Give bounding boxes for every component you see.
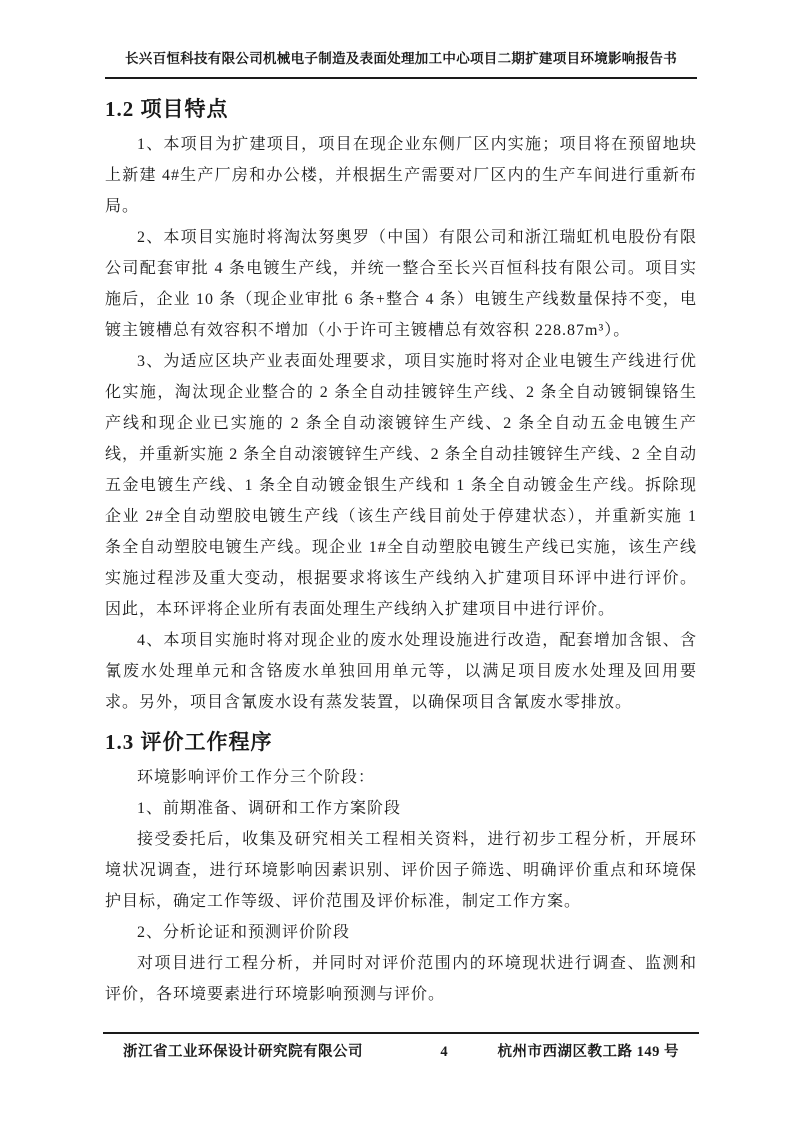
paragraph-stage-2-detail: 对项目进行工程分析，并同时对评价范围内的环境现状进行调查、监测和评价，各环境要素进行环境影响预测与评价。	[105, 955, 697, 1003]
paragraph-stages-intro: 环境影响评价工作分三个阶段：	[137, 769, 376, 786]
paragraph-project-feature-3: 3、为适应区块产业表面处理要求，项目实施时将对企业电镀生产线进行优化实施，淘汰现企业整合的 2 条全自动挂镀锌生产线、2 条全自动镀铜镍铬生产线和现企业已实施的 2 条全自动滚镀锌生产线、2 条全自动五金电镀生产线，并重新实施 2 条全自动滚镀锌生产线、2 条全自动挂镀锌生产线、2 全自动五金电镀生产线、1 条全自动镀金银生产线和 1 条全自动镀金生产线。拆除现企业 2#全自动塑胶电镀生产线（该生产线目前处于停建状态），并重新实施 1 条全自动塑胶电镀生产线。现企业 1#全自动塑胶电镀生产线已实施，该生产线实施过程涉及重大变动，根据要求将该生产线纳入扩建项目环评中进行评价。因此，本环评将企业所有表面处理生产线纳入扩建项目中进行评价。	[105, 353, 697, 618]
page-body	[105, 95, 697, 1010]
report-title: 长兴百恒科技有限公司机械电子制造及表面处理加工中心项目二期扩建项目环境影响报告书	[125, 51, 677, 66]
section-heading-1-2: 1.2 项目特点	[105, 97, 229, 121]
page-footer	[103, 1032, 699, 1061]
paragraph-stage-1-detail: 接受委托后，收集及研究相关工程相关资料，进行初步工程分析，开展环境状况调查，进行环境影响因素识别、评价因子筛选、明确评价重点和环境保护目标，确定工作等级、评价范围及评价标准，制定工作方案。	[105, 831, 697, 910]
paragraph-project-feature-1: 1、本项目为扩建项目，项目在现企业东侧厂区内实施；项目将在预留地块上新建 4#生产厂房和办公楼，并根据生产需要对厂区内的生产车间进行重新布局。	[105, 136, 697, 215]
section-heading-1-3: 1.3 评价工作程序	[105, 730, 273, 754]
footer-company: 浙江省工业环保设计研究院有限公司	[123, 1044, 363, 1060]
paragraph-project-feature-2: 2、本项目实施时将淘汰努奥罗（中国）有限公司和浙江瑞虹机电股份有限公司配套审批 4 条电镀生产线，并统一整合至长兴百恒科技有限公司。项目实施后，企业 10 条（现企业审批 6 条+整合 4 条）电镀生产线数量保持不变，电镀主镀槽总有效容积不增加（小于许可主镀槽总有效容积 228.87m³）。	[105, 229, 697, 339]
page-header	[105, 0, 697, 79]
paragraph-stage-1-title: 1、前期准备、调研和工作方案阶段	[137, 800, 402, 817]
footer-address: 杭州市西湖区教工路 149 号	[497, 1044, 679, 1060]
footer-page-number: 4	[440, 1044, 449, 1060]
paragraph-project-feature-4: 4、本项目实施时将对现企业的废水处理设施进行改造，配套增加含银、含氰废水处理单元和含铬废水单独回用单元等，以满足项目废水处理及回用要求。另外，项目含氰废水设有蒸发装置，以确保项目含氰废水零排放。	[105, 632, 697, 711]
paragraph-stage-2-title: 2、分析论证和预测评价阶段	[137, 924, 351, 941]
